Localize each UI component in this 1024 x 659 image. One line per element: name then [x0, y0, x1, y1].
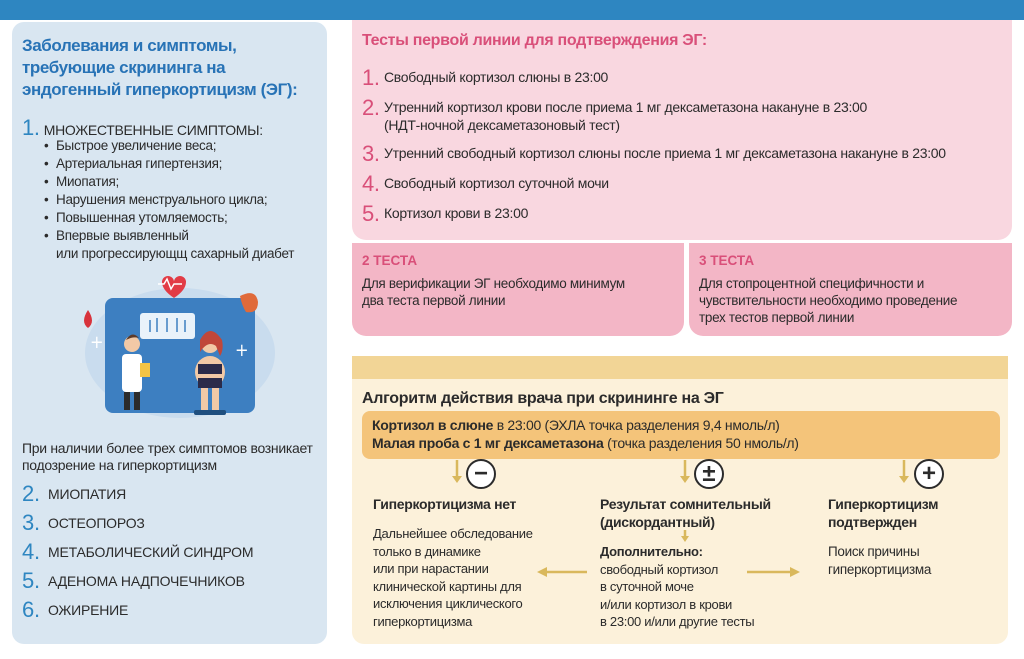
text-line: клинической картины для [373, 578, 522, 594]
conditions-list [22, 479, 253, 624]
svg-text:+: + [90, 332, 104, 353]
test-subtext: (НДТ-ночной дексаметазоновый тест) [384, 117, 620, 133]
algorithm-strip [352, 356, 1008, 379]
tests-panel [352, 20, 1012, 240]
algorithm-title: Алгоритм действия врача при скрининге на ЭГ [362, 390, 724, 407]
text-line: гиперкортицизма [828, 561, 932, 577]
three-tests-box [689, 243, 1012, 336]
saliva-cortisol-detail: в 23:00 (ЭХЛА точка разделения 9,4 нмоль/л) [493, 417, 780, 433]
condition-number: 5. [22, 567, 40, 593]
text-line: гиперкортицизма [373, 613, 473, 629]
condition-item [22, 595, 253, 624]
text-line: или при нарастании [373, 561, 489, 576]
condition-label: АДЕНОМА НАДПОЧЕЧНИКОВ [48, 572, 245, 589]
symptoms-heading-label: МНОЖЕСТВЕННЫЕ СИМПТОМЫ: [43, 122, 263, 138]
heading-line: Результат сомнительный [600, 496, 771, 512]
blood-drop-icon [84, 310, 92, 328]
condition-number: 6. [22, 596, 40, 622]
screening-line-1 [372, 416, 990, 434]
screening-tests-box [362, 411, 1000, 459]
text-line: свободный кортизол [600, 561, 719, 577]
top-bar [0, 0, 1024, 20]
two-tests-text: Для верификации ЭГ необходимо минимум два теста первой линии [362, 276, 625, 308]
svg-text:+: + [235, 340, 249, 361]
condition-item [22, 479, 253, 508]
screening-line-2 [372, 434, 990, 452]
text-line: только в динамике [373, 543, 481, 559]
condition-number: 3. [22, 509, 40, 535]
text-line: исключения циклического [373, 596, 523, 611]
test-text: Свободный кортизол суточной мочи [384, 175, 609, 191]
doubtful-sign-icon: ± [694, 459, 724, 489]
tests-list [362, 65, 946, 234]
condition-label: ОСТЕОПОРОЗ [48, 514, 145, 531]
test-item [362, 201, 946, 234]
condition-item [22, 508, 253, 537]
confirmed-heading [828, 495, 938, 531]
symptom-item: • Повышенная утомляемость; [56, 209, 346, 227]
text-line: в 23:00 и/или другие тесты [600, 614, 755, 629]
test-item [362, 65, 946, 98]
no-hypercortisolism-heading: Гиперкортицизма нет [373, 496, 517, 512]
heading-line: Гиперкортицизм [828, 496, 939, 512]
condition-item [22, 537, 253, 566]
suspect-text: При наличии более трех симптомов возникает подозрение на гиперкортицизм [22, 440, 313, 473]
symptoms-number: 1. [22, 115, 40, 140]
symptom-item: • Быстрое увеличение веса; [56, 137, 346, 155]
test-number: 3. [362, 141, 380, 166]
condition-label: ОЖИРЕНИЕ [48, 601, 129, 618]
two-tests-title: 2 ТЕСТА [362, 253, 418, 268]
heading-line: подтвержден [828, 514, 917, 530]
condition-item [22, 566, 253, 595]
positive-sign-icon: + [914, 459, 944, 489]
test-text: Свободный кортизол слюны в 23:00 [384, 69, 609, 85]
dex-test-label: Малая проба с 1 мг дексаметазона [372, 435, 604, 451]
test-number: 2. [362, 95, 380, 120]
doubtful-result-heading [600, 495, 771, 531]
test-number: 4. [362, 171, 380, 196]
condition-number: 4. [22, 538, 40, 564]
no-hypercortisolism-text [373, 525, 533, 630]
symptom-item: • Нарушения менструального цикла; [56, 191, 346, 209]
test-text: Кортизол крови в 23:00 [384, 205, 529, 221]
three-tests-title: 3 ТЕСТА [699, 253, 755, 268]
symptoms-list [56, 137, 346, 263]
test-item [362, 171, 946, 204]
test-text: Утренний кортизол крови после приема 1 мг дексаметазона накануне в 23:00 [384, 99, 868, 115]
text-line: Дальнейшее обследование [373, 526, 533, 541]
test-item [362, 141, 946, 174]
text-line: в суточной моче [600, 579, 694, 594]
illustration-doctor-scale [60, 268, 300, 428]
condition-label: МИОПАТИЯ [48, 485, 127, 502]
symptom-item: • Артериальная гипертензия; [56, 155, 346, 173]
text-line: Поиск причины [828, 544, 920, 559]
test-number: 5. [362, 201, 380, 226]
two-tests-box [352, 243, 684, 336]
test-text: Утренний свободный кортизол слюны после приема 1 мг дексаметазона накануне в 23:00 [384, 145, 946, 161]
additional-label: Дополнительно: [600, 544, 703, 559]
symptom-item-cont: или прогрессирующщ сахарный диабет [56, 246, 295, 261]
dex-test-detail: (точка разделения 50 нмоль/л) [603, 435, 799, 451]
tests-title: Тесты первой линии для подтверждения ЭГ: [362, 32, 707, 49]
left-title: Заболевания и симптомы, требующие скрининга на эндогенный гиперкортицизм (ЭГ): [22, 36, 298, 99]
symptom-item: • Впервые выявленный [56, 227, 346, 245]
text-line: и/или кортизол в крови [600, 596, 733, 612]
doubtful-result-text [600, 543, 754, 631]
test-item [362, 95, 946, 144]
confirmed-text [828, 543, 931, 578]
symptom-item: • Миопатия; [56, 173, 346, 191]
negative-sign-icon: − [466, 459, 496, 489]
condition-number: 2. [22, 480, 40, 506]
condition-label: МЕТАБОЛИЧЕСКИЙ СИНДРОМ [48, 543, 254, 560]
test-number: 1. [362, 65, 380, 90]
heading-line: (дискордантный) [600, 514, 715, 530]
three-tests-text: Для стопроцентной специфичности и чувствительности необходимо проведение трех тестов первой линии [699, 276, 958, 325]
saliva-cortisol-label: Кортизол в слюне [372, 417, 494, 433]
